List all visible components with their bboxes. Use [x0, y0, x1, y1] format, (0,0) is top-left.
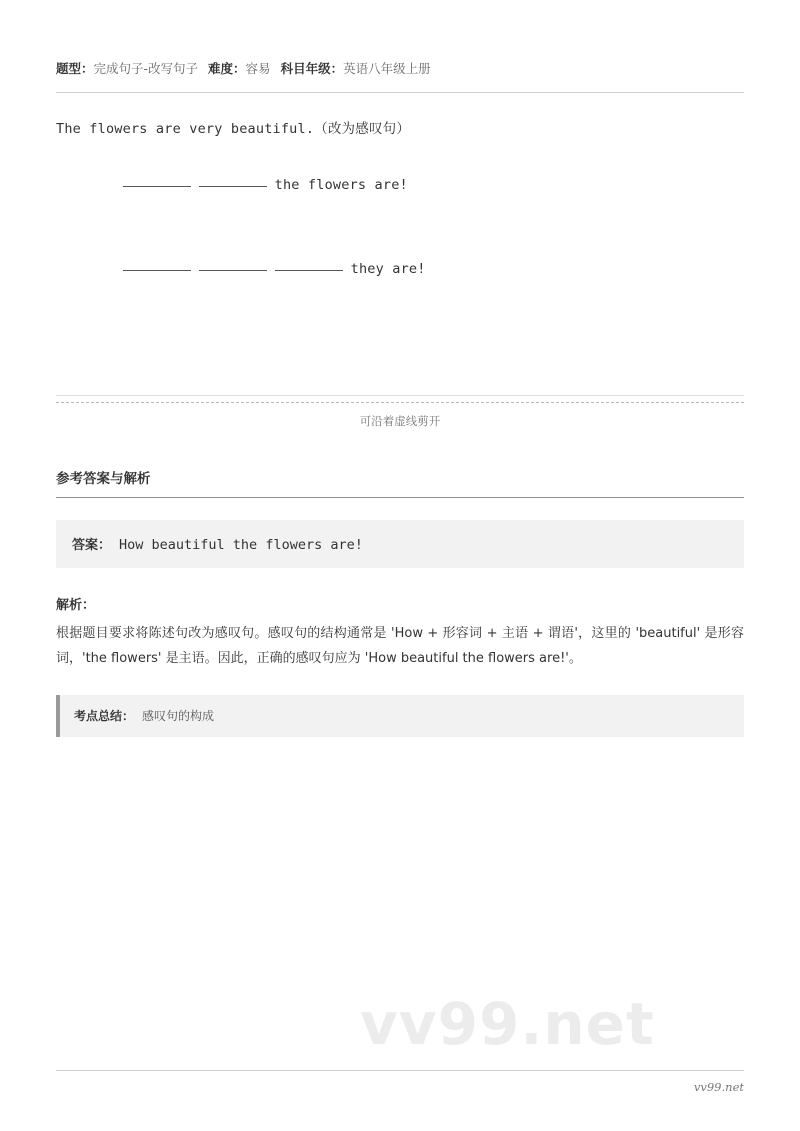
question-stem: The flowers are very beautiful.（改为感叹句）: [56, 121, 411, 137]
question-line-2-tail: they are!: [350, 261, 426, 277]
cut-hint: 可沿着虚线剪开: [359, 414, 441, 428]
meta-difficulty-label: 难度：: [208, 61, 246, 76]
question-bottom-divider: [56, 395, 744, 396]
cut-dashed-line: [56, 402, 744, 403]
question-block: [56, 115, 744, 311]
document-content: [56, 0, 744, 737]
answer-blank[interactable]: [199, 270, 267, 271]
analysis-text: 根据题目要求将陈述句改为感叹句。感叹句的结构通常是 'How + 形容词 + 主语 + 谓语'，这里的 'beautiful' 是形容词，'the flowers' 是主语。因此，正确的感叹句应为 'How beautiful the flowers are!'。: [56, 626, 744, 666]
summary-label: 考点总结：: [74, 709, 135, 723]
answer-blank[interactable]: [123, 270, 191, 271]
answer-box: [56, 520, 744, 568]
answer-blank[interactable]: [123, 186, 191, 187]
question-spacer: [56, 311, 744, 381]
meta-divider: [56, 92, 744, 93]
answer-section-divider: [56, 497, 744, 498]
footer-site-label: vv99.net: [693, 1080, 744, 1094]
watermark: vv99.net: [360, 990, 655, 1058]
answer-label: 答案：: [72, 538, 112, 553]
question-line-1-tail: the flowers are!: [274, 177, 408, 193]
answer-section-title: 参考答案与解析: [56, 471, 151, 487]
footer-divider: [56, 1070, 744, 1071]
question-answer-line-1: [56, 143, 744, 227]
key-point-summary-box: [56, 695, 744, 737]
answer-blank[interactable]: [275, 270, 343, 271]
answer-blank[interactable]: [199, 186, 267, 187]
answer-value: How beautiful the flowers are!: [119, 537, 363, 553]
summary-value: 感叹句的构成: [142, 709, 215, 723]
meta-subject-label: 科目年级：: [280, 61, 344, 76]
meta-type-value: 完成句子-改写句子: [93, 61, 199, 76]
analysis-label: 解析：: [56, 598, 96, 613]
meta-subject-value: 英语八年级上册: [343, 61, 431, 76]
question-answer-line-2: [56, 227, 744, 311]
question-meta: [56, 60, 744, 78]
meta-type-label: 题型：: [56, 61, 94, 76]
meta-difficulty-value: 容易: [245, 61, 271, 76]
